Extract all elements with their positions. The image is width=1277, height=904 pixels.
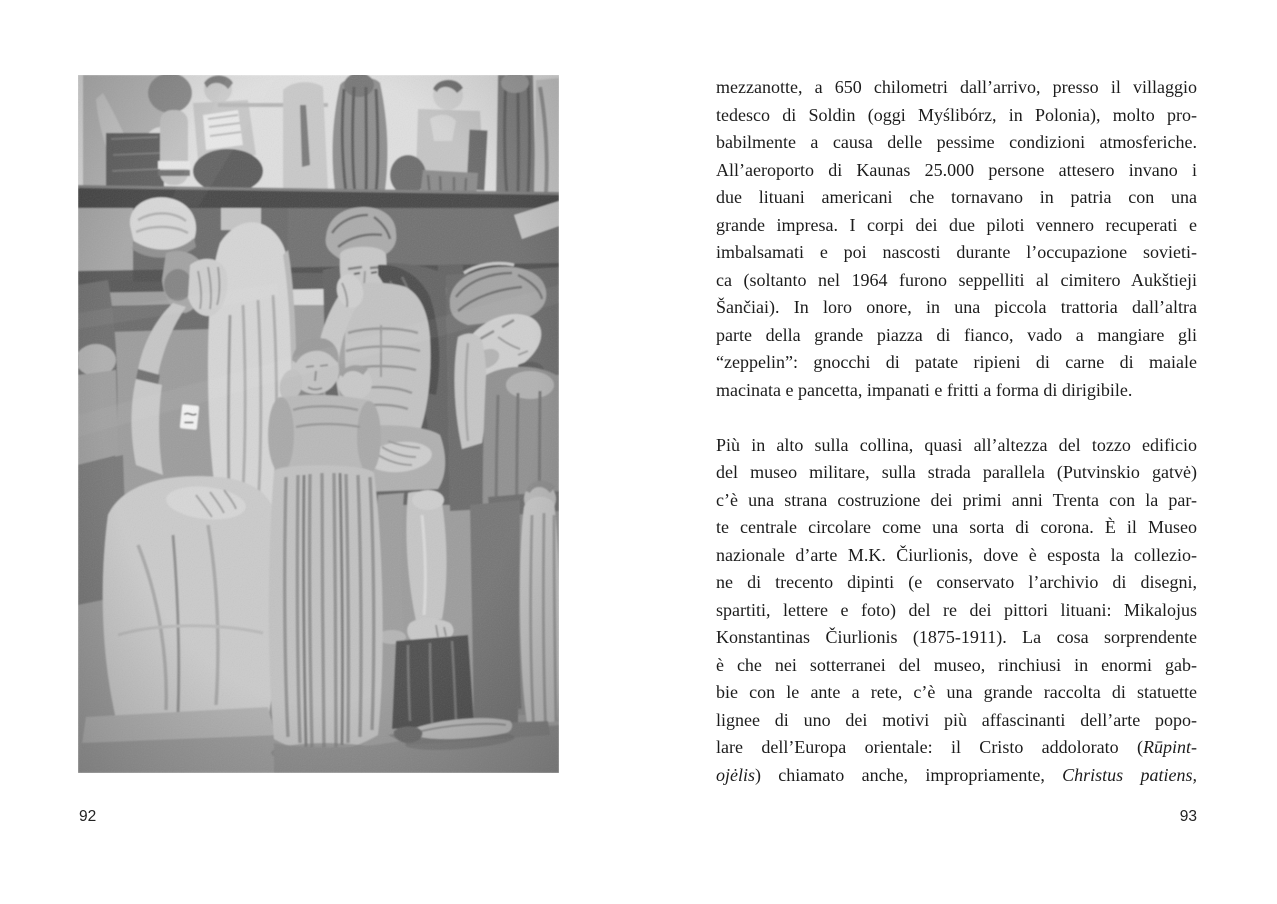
- paragraph: [716, 74, 1197, 404]
- text-segment: imbalsamati e poi nascosti durante l’occupazione sovieti-: [716, 242, 1197, 262]
- text-segment: Più in alto sulla collina, quasi all’altezza del tozzo edificio: [716, 434, 1197, 455]
- text-line: [716, 487, 1197, 515]
- text-segment: grande impresa. I corpi dei due piloti vennero recuperati e: [716, 214, 1197, 235]
- paragraph: [716, 432, 1197, 790]
- text-line: [716, 102, 1197, 130]
- text-segment: Konstantinas Čiurlionis (1875-1911). La cosa sorprendente: [716, 627, 1197, 647]
- left-page: [0, 0, 638, 904]
- text-line: [716, 707, 1197, 735]
- text-segment: ca (soltanto nel 1964 furono seppelliti al cimitero Aukštieji: [716, 269, 1197, 290]
- text-segment: parte della grande piazza di fianco, vado a mangiare gli: [716, 324, 1197, 345]
- text-line: [716, 184, 1197, 212]
- page-number-right: 93: [1179, 808, 1197, 825]
- text-segment: c’è una strana costruzione dei primi anni Trenta con la par-: [716, 489, 1197, 510]
- text-segment: tedesco di Soldin (oggi Myślibórz, in Polonia), molto pro-: [716, 104, 1197, 125]
- page-number-left: 92: [79, 808, 97, 825]
- text-line: [716, 239, 1197, 267]
- text-segment: te centrale circolare come una sorta di corona. È il Museo: [716, 517, 1197, 537]
- text-line: [716, 597, 1197, 625]
- italic-text-segment: Christus patiens,: [1062, 764, 1197, 785]
- vignette: [78, 75, 559, 773]
- text-line: [716, 129, 1197, 157]
- text-line: [716, 459, 1197, 487]
- text-segment: Šančiai). In loro onore, in una piccola trattoria dall’altra: [716, 297, 1197, 317]
- italic-text-segment: Rūpint-: [1143, 737, 1197, 757]
- text-segment: bie con le ante a rete, c’è una grande raccolta di statuette: [716, 682, 1197, 702]
- text-segment: del museo militare, sulla strada parallela (Putvinskio gatvė): [716, 462, 1197, 482]
- text-segment: mezzanotte, a 650 chilometri dall’arrivo, presso il villaggio: [716, 77, 1197, 97]
- text-segment: lare dell’Europa orientale: il Cristo addolorato (: [716, 737, 1143, 757]
- text-line: [716, 652, 1197, 680]
- statues-photo-art: [78, 75, 559, 773]
- text-line: [716, 157, 1197, 185]
- text-segment: “zeppelin”: gnocchi di patate ripieni di carne di maiale: [716, 352, 1197, 372]
- text-line: [716, 514, 1197, 542]
- text-column: [716, 74, 1197, 789]
- text-line: [716, 679, 1197, 707]
- text-line: [716, 734, 1197, 762]
- text-segment: nazionale d’arte M.K. Čiurlionis, dove è esposta la collezio-: [716, 544, 1197, 565]
- text-line: [716, 377, 1197, 405]
- text-segment: ) chiamato anche, impropriamente,: [755, 764, 1063, 785]
- text-segment: lignee di uno dei motivi più affascinanti dell’arte popo-: [716, 709, 1197, 730]
- text-line: [716, 267, 1197, 295]
- text-line: [716, 542, 1197, 570]
- right-page: [638, 0, 1277, 904]
- text-line: [716, 74, 1197, 102]
- text-segment: spartiti, lettere e foto) del re dei pittori lituani: Mikalojus: [716, 599, 1197, 620]
- text-line: [716, 294, 1197, 322]
- text-line: [716, 624, 1197, 652]
- text-segment: è che nei sotterranei del museo, rinchiusi in enormi gab-: [716, 654, 1197, 675]
- italic-text-segment: ojėlis: [716, 764, 755, 785]
- text-segment: due lituani americani che tornavano in patria con una: [716, 187, 1197, 207]
- text-line: [716, 349, 1197, 377]
- text-line: [716, 762, 1197, 790]
- text-line: [716, 212, 1197, 240]
- text-line: [716, 569, 1197, 597]
- text-line: [716, 432, 1197, 460]
- text-segment: babilmente a causa delle pessime condizioni atmosferiche.: [716, 132, 1197, 152]
- statues-photo: [78, 75, 559, 773]
- text-line: [716, 322, 1197, 350]
- text-segment: All’aeroporto di Kaunas 25.000 persone attesero invano i: [716, 159, 1197, 180]
- text-segment: ne di trecento dipinti (e conservato l’archivio di disegni,: [716, 572, 1197, 592]
- text-segment: macinata e pancetta, impanati e fritti a forma di dirigibile.: [716, 379, 1133, 400]
